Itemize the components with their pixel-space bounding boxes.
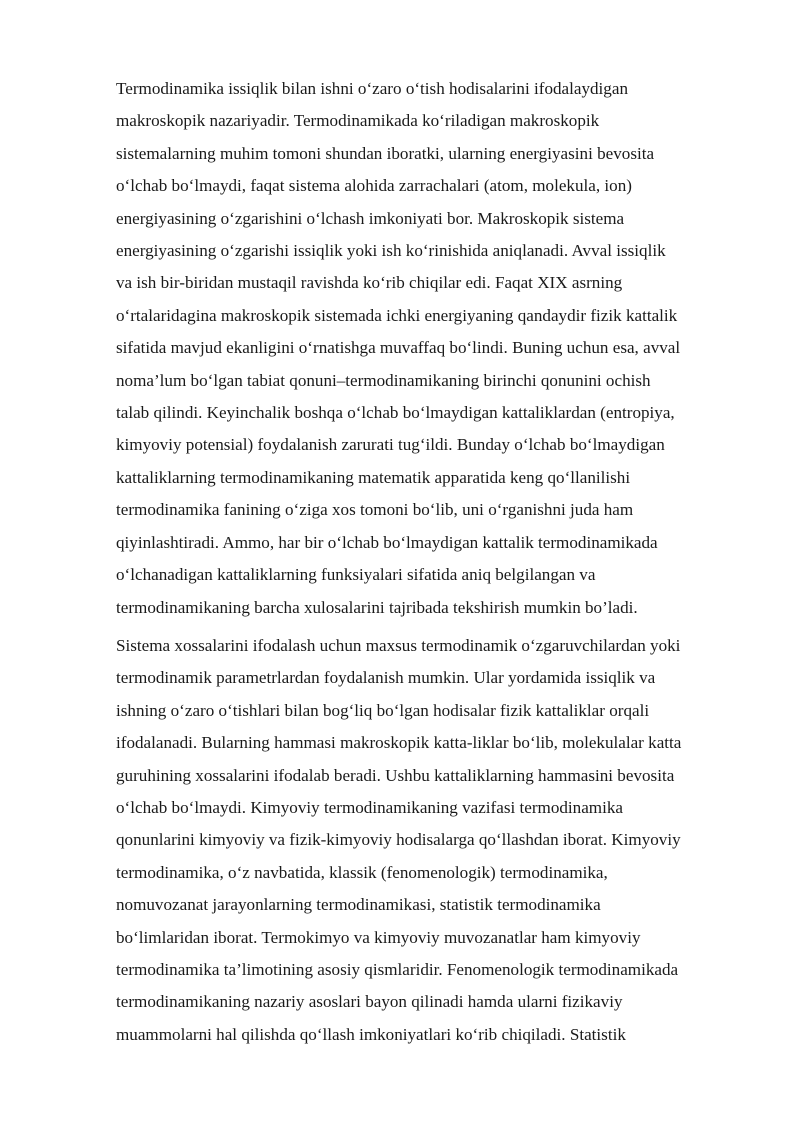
text-line: oʻlchab boʻlmaydi. Kimyoviy termodinamikaning vazifasi termodinamika: [116, 797, 623, 817]
text-line: makroskopik nazariyadir. Termodinamikada koʻriladigan makroskopik: [116, 111, 600, 131]
text-line: sifatida mavjud ekanligini oʻrnatishga muvaffaq boʻlindi. Buning uchun esa, avval: [116, 338, 681, 358]
text-line: nomuvozanat jarayonlarning termodinamikasi, statistik termodinamika: [116, 895, 601, 915]
text-line: termodinamikaning barcha xulosalarini tajribada tekshirish mumkin bo’ladi.: [116, 597, 638, 617]
text-line: oʻrtalaridagina makroskopik sistemada ichki energiyaning qandaydir fizik kattalik: [116, 305, 678, 325]
text-line: energiyasining oʻzgarishi issiqlik yoki ish koʻrinishida aniqlanadi. Avval issiqlik: [116, 241, 666, 261]
text-line: guruhining xossalarini ifodalab beradi. Ushbu kattaliklarning hammasini bevosita: [116, 765, 675, 785]
text-line: boʻlimlaridan iborat. Termokimyo va kimyoviy muvozanatlar ham kimyoviy: [116, 927, 641, 947]
paragraph-2: [116, 630, 740, 1051]
text-line: qiyinlashtiradi. Ammo, har bir oʻlchab boʻlmaydigan kattalik termodinamikada: [116, 532, 658, 552]
text-line: energiyasining oʻzgarishini oʻlchash imkoniyati bor. Makroskopik sistema: [116, 208, 625, 228]
document-body: [116, 73, 740, 1051]
text-line: termodinamik parametrlardan foydalanish mumkin. Ular yordamida issiqlik va: [116, 668, 656, 688]
paragraph-1: [116, 73, 740, 624]
text-line: kimyoviy potensial) foydalanish zarurati tugʻildi. Bunday oʻlchab boʻlmaydigan: [116, 435, 665, 455]
text-line: sistemalarning muhim tomoni shundan iboratki, ularning energiyasini bevosita: [116, 143, 655, 163]
text-line: termodinamika fanining oʻziga xos tomoni boʻlib, uni oʻrganishni juda ham: [116, 500, 634, 520]
text-line: talab qilindi. Keyinchalik boshqa oʻlchab boʻlmaydigan kattaliklardan (entropiya,: [116, 403, 675, 423]
text-line: ifodalanadi. Bularning hammasi makroskopik katta-liklar boʻlib, molekulalar katta: [116, 733, 682, 753]
text-line: qonunlarini kimyoviy va fizik-kimyoviy hodisalarga qoʻllashdan iborat. Kimyoviy: [116, 830, 681, 850]
text-line: termodinamika ta’limotining asosiy qismlaridir. Fenomenologik termodinamikada: [116, 959, 679, 979]
text-line: Sistema xossalarini ifodalash uchun maxsus termodinamik oʻzgaruvchilardan yoki: [116, 635, 681, 655]
text-line: oʻlchanadigan kattaliklarning funksiyalari sifatida aniq belgilangan va: [116, 565, 596, 585]
text-line: muammolarni hal qilishda qoʻllash imkoniyatlari koʻrib chiqiladi. Statistik: [116, 1024, 626, 1044]
text-line: va ish bir-biridan mustaqil ravishda koʻrib chiqilar edi. Faqat XIX asrning: [116, 273, 623, 293]
text-line: termodinamikaning nazariy asoslari bayon qilinadi hamda ularni fizikaviy: [116, 992, 623, 1012]
text-line: noma’lum boʻlgan tabiat qonuni–termodinamikaning birinchi qonunini ochish: [116, 370, 651, 390]
text-line: termodinamika, oʻz navbatida, klassik (fenomenologik) termodinamika,: [116, 862, 608, 882]
text-line: oʻlchab boʻlmaydi, faqat sistema alohida zarrachalari (atom, molekula, ion): [116, 176, 632, 196]
text-line: ishning oʻzaro oʻtishlari bilan bogʻliq boʻlgan hodisalar fizik kattaliklar orqali: [116, 700, 650, 720]
text-line: Termodinamika issiqlik bilan ishni oʻzaro oʻtish hodisalarini ifodalaydigan: [116, 79, 628, 98]
text-line: kattaliklarning termodinamikaning matematik apparatida keng qoʻllanilishi: [116, 467, 631, 487]
